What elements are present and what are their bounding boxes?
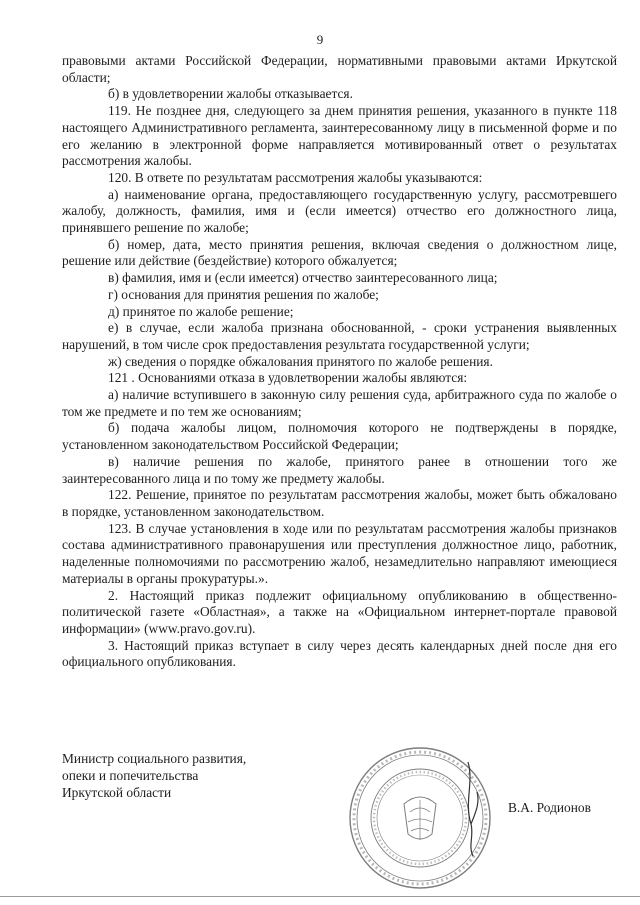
- signatory-name: В.А. Родионов: [508, 800, 591, 815]
- paragraph: г) основания для принятия решения по жалобе;: [108, 286, 379, 302]
- paragraph: а) наименование органа, предоставляющего государственную услугу, рассмотревшего жалобу, должность, фамилия, имя и (если имеется) отчество его должностного лица, принявшего решение по жалобе;: [62, 186, 617, 236]
- paragraph: в) наличие решения по жалобе, принятого ранее в отношении того же заинтересованного лица и по тому же предмету жалобы.: [62, 453, 617, 486]
- paragraph: 121 . Основаниями отказа в удовлетворении жалобы являются:: [108, 370, 468, 386]
- signatory-title-line: опеки и попечительства: [62, 768, 199, 783]
- paragraph: 119. Не позднее дня, следующего за днем принятия решения, указанного в пункте 118 настоящего Административного регламента, заинтересованному лицу в письменной форме и по его желанию в электронной форме направляется мотивированный ответ о результатах рассмотрения жалобы.: [62, 103, 617, 169]
- bottom-divider: [0, 896, 640, 897]
- paragraph: 123. В случае установления в ходе или по результатам рассмотрения жалобы признаков состава административного правонарушения или преступления должностное лицо, работник, наделенные полномочиями по рассмотрению жалоб, незамедлительно направляют имеющиеся материалы в органы прокуратуры.».: [62, 520, 617, 586]
- signatory-title-line: Министр социального развития,: [62, 751, 247, 766]
- signature-block: [62, 750, 302, 801]
- paragraph: б) подача жалобы лицом, полномочия которого не подтверждены в порядке, установленном законодательством Российской Федерации;: [62, 420, 617, 453]
- paragraph: правовыми актами Российской Федерации, нормативными правовыми актами Иркутской области;: [62, 53, 617, 85]
- paragraph: 120. В ответе по результатам рассмотрения жалобы указываются:: [108, 169, 483, 185]
- paragraph: 3. Настоящий приказ вступает в силу через десять календарных дней после дня его официального опубликования.: [62, 637, 617, 670]
- paragraph: б) номер, дата, место принятия решения, включая сведения о должностном лице, решение или действие (бездействие) которого обжалуется;: [62, 236, 617, 269]
- signatory-title-line: Иркутской области: [62, 785, 172, 800]
- paragraph: 122. Решение, принятое по результатам рассмотрения жалобы, может быть обжаловано в порядке, установленном законодательством.: [62, 487, 617, 519]
- page-number: 9: [316, 32, 324, 47]
- paragraph: ж) сведения о порядке обжалования принятого по жалобе решения.: [108, 353, 493, 369]
- document-body: [62, 53, 617, 671]
- paragraph: б) в удовлетворении жалобы отказывается.: [108, 86, 353, 102]
- paragraph: а) наличие вступившего в законную силу решения суда, арбитражного суда по жалобе о том же предмете и по тем же основаниям;: [62, 387, 617, 419]
- official-seal-stamp: [340, 742, 500, 892]
- paragraph: д) принятое по жалобе решение;: [108, 303, 294, 319]
- paragraph: в) фамилия, имя и (если имеется) отчество заинтересованного лица;: [108, 270, 498, 286]
- paragraph: 2. Настоящий приказ подлежит официальному опубликованию в общественно-политической газете «Областная», а также на «Официальном интернет-портале правовой информации» (www.pravo.gov.ru).: [62, 587, 617, 636]
- paragraph: е) в случае, если жалоба признана обоснованной, - сроки устранения выявленных нарушений, в том числе срок предоставления результата государственной услуги;: [62, 320, 617, 352]
